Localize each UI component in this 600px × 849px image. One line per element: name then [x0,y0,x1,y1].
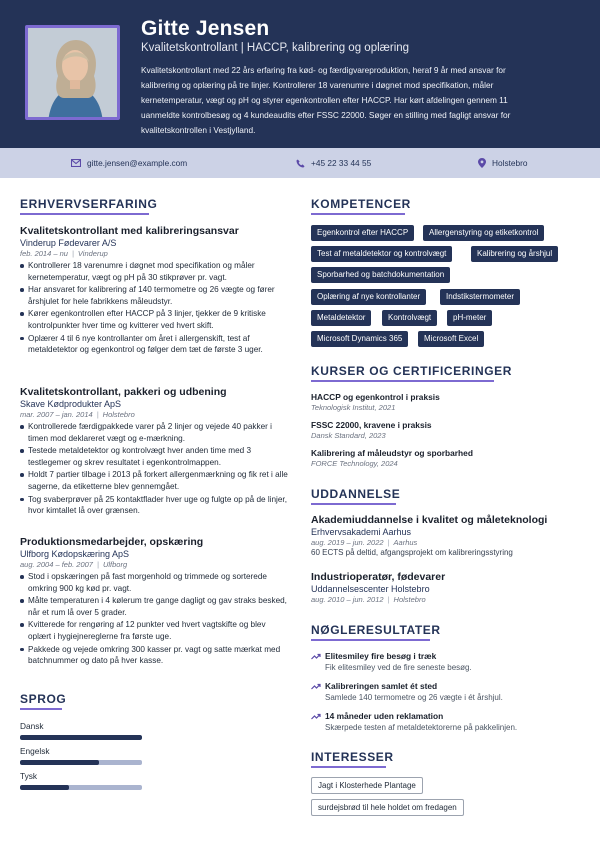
achievement-item [311,681,581,702]
education-location: Holstebro [393,595,426,604]
section-title-interests: INTERESSER [311,750,394,764]
job-bullet: Kontrollerer 18 varenumre i døgnet mod specifikation og måler kernetemperatur, vægt og pH på 30 stikprøver pr. vagt. [20,260,290,283]
achievement-description: Fik elitesmiley ved de fire seneste besøg. [325,663,472,672]
language-name: Dansk [20,721,44,731]
achievement-item [311,651,581,672]
section-underline [311,766,386,768]
language-item [20,771,142,790]
education-school: Uddannelsescenter Holstebro [311,584,430,594]
contact-phone[interactable] [296,158,371,168]
skill-chip: Test af metaldetektor og kontrolvægt [311,246,452,262]
education-meta: aug. 2019 – jun. 2022 | Aarhus [311,538,418,547]
job-bullet: Stod i opskæringen på fast morgenhold og trimmede og sorterede omkring 900 kg kød pr. vagt. [20,571,290,594]
candidate-name: Gitte Jensen [141,17,270,40]
skill-chip: Kalibrering og årshjul [471,246,558,262]
job-bullet: Målte temperaturen i 4 kølerum tre gange dagligt og gav straks besked, når et rum lå over 5 grader. [20,595,290,618]
skill-chip: Allergenstyring og etiketkontrol [423,225,544,241]
achievement-description: Skærpede testen af metaldetektorerne på pakkelinjen. [325,723,518,732]
course-org: Dansk Standard, 2023 [311,431,386,440]
language-item [20,721,142,740]
email-icon [71,159,81,167]
location-icon [478,158,486,168]
job-bullet: Oplærer 4 til 6 nye kontrollanter om året i allergenskift, test af metaldetektor og egenkontrol og følger dem tæt de første 3 uger. [20,333,290,356]
job-bullet: Testede metaldetektor og kontrolvægt hver anden time med 3 testlegemer og skrev resultatet i egenkontrolmappen. [20,445,290,468]
language-item [20,746,142,765]
job-company: Ulfborg Kødopskæring ApS [20,549,130,559]
skill-chip: Oplæring af nye kontrollanter [311,289,426,305]
language-level-fill [20,735,142,740]
achievement-title: Elitesmiley fire besøg i træk [325,651,437,661]
education-location: Aarhus [393,538,418,547]
education-period: aug. 2019 – jun. 2022 [311,538,384,547]
job-title: Kvalitetskontrollant, pakkeri og udbening [20,386,227,398]
job-meta: aug. 2004 – feb. 2007 | Ulfborg [20,560,128,569]
course-item [311,448,581,468]
achievement-item [311,711,581,732]
header [0,0,600,148]
job-period: mar. 2007 – jan. 2014 [20,410,93,419]
section-underline [20,708,62,710]
skill-chip: Metaldetektor [311,310,371,326]
interest-tag: surdejsbrød til hele holdet om fredagen [311,799,464,816]
job-company: Vinderup Fødevarer A/S [20,238,117,248]
skill-chip: Egenkontrol efter HACCP [311,225,414,241]
section-underline [311,503,396,505]
education-item [311,514,581,557]
candidate-subtitle: Kvalitetskontrollant | HACCP, kalibrering og oplæring [141,42,410,54]
job-bullet: Kontrollerede færdigpakkede varer på 2 linjer og vejede 40 pakker i timen mod deklareret vægt og e-mærkning. [20,421,290,444]
section-title-education: UDDANNELSE [311,487,401,501]
job-period: feb. 2014 – nu [20,249,68,258]
job-bullet: Har ansvaret for kalibrering af 140 termometre og 26 vægte og fører årshjulet for hele fabrikkens måleudstyr. [20,284,290,307]
education-school: Erhvervsakademi Aarhus [311,527,412,537]
interest-tag: Jagt i Klosterhede Plantage [311,777,423,794]
section-underline [311,380,494,382]
course-item [311,392,581,412]
portrait-image [28,28,120,120]
section-title-skills: KOMPETENCER [311,197,411,211]
job-location: Holstebro [102,410,135,419]
job-entry [20,386,290,518]
skill-chip: Sporbarhed og batchdokumentation [311,267,450,283]
trend-up-icon [311,713,321,720]
skill-chip: Microsoft Excel [418,331,484,347]
section-title-courses: KURSER OG CERTIFICERINGER [311,364,513,378]
language-level-fill [20,785,69,790]
achievement-description: Samlede 140 termometre og 26 vægte i ét årshjul. [325,693,503,702]
course-item [311,420,581,440]
job-bullets [20,260,290,356]
job-title: Produktionsmedarbejder, opskæring [20,536,204,548]
job-company: Skave Kødprodukter ApS [20,399,122,409]
phone-icon [296,159,305,168]
course-title: FSSC 22000, kravene i praksis [311,420,432,430]
education-meta: aug. 2010 – jun. 2012 | Holstebro [311,595,426,604]
section-underline [311,639,430,641]
language-level-bar [20,735,142,740]
job-period: aug. 2004 – feb. 2007 [20,560,93,569]
job-bullets [20,421,290,517]
course-org: Teknologisk Institut, 2021 [311,403,396,412]
education-title: Industrioperatør, fødevarer [311,571,446,583]
education-item [311,571,581,604]
job-bullets [20,571,290,667]
language-level-bar [20,785,142,790]
job-meta: mar. 2007 – jan. 2014 | Holstebro [20,410,135,419]
achievement-title: 14 måneder uden reklamation [325,711,444,721]
section-title-experience: ERHVERVSERFARING [20,197,158,211]
job-title: Kvalitetskontrollant med kalibreringsansvar [20,225,239,237]
section-title-achievements: NØGLERESULTATER [311,623,441,637]
trend-up-icon [311,653,321,660]
section-title-languages: SPROG [20,692,67,706]
course-org: FORCE Technology, 2024 [311,459,398,468]
achievement-title: Kalibreringen samlet ét sted [325,681,438,691]
profile-summary: Kvalitetskontrollant med 22 års erfaring fra kød- og færdigvareproduktion, heraf 9 år med ansvar for kalibrering og oplæring på tre linjer. Kontrollerer 18 varenumre i døgnet mod specifikation, måler kernetemperatur, vægt og pH og styrer egenkontrollen efter HACCP. Har kørt afdelingen gennem 11 uanmeldte kontrolbesøg og 4 kundeaudits efter FSSC 22000. Søger en stilling med fagligt ansvar for kvalitetskontrollen i Vestjylland. [141,65,511,135]
job-bullet: Pakkede og vejede omkring 300 kasser pr. vagt og satte mærkat med batchnummer og dato på hver kasse. [20,644,290,667]
skill-chip: Indstikstermometer [440,289,520,305]
section-underline [20,213,149,215]
skill-chip: Kontrolvægt [382,310,437,326]
course-title: Kalibrering af måleudstyr og sporbarhed [311,448,473,458]
location-text: Holstebro [492,158,528,168]
job-location: Vinderup [77,249,108,258]
skill-chip: Microsoft Dynamics 365 [311,331,408,347]
job-bullet: Tog svaberprøver på 25 kontaktflader hver uge og fulgte op på de linjer, hvor kimtallet lå over grænsen. [20,494,290,517]
profile-photo [25,25,120,120]
education-detail: 60 ECTS på deltid, afgangsprojekt om kalibreringsstyring [311,548,513,557]
contact-location [478,158,528,168]
language-level-fill [20,760,99,765]
job-entry [20,225,290,357]
language-name: Tysk [20,771,38,781]
contact-email[interactable] [71,158,187,168]
job-bullet: Holdt 7 partier tilbage i 2013 på forkert allergenmærkning og fik ret i alle sagerne, da etiketterne blev gennemgået. [20,469,290,492]
job-meta: feb. 2014 – nu | Vinderup [20,249,108,258]
trend-up-icon [311,683,321,690]
language-name: Engelsk [20,746,50,756]
language-level-bar [20,760,142,765]
section-underline [311,213,405,215]
contact-bar [0,148,600,178]
job-location: Ulfborg [102,560,128,569]
job-bullet: Kører egenkontrollen efter HACCP på 3 linjer, tjekker de 9 kritiske kontrolpunkter hver time og kvitterer ved hvert skift. [20,308,290,331]
skill-chip: pH-meter [447,310,492,326]
phone-text: +45 22 33 44 55 [311,158,372,168]
job-bullet: Kvitterede for rengøring af 12 punkter ved hvert vagtskifte og blev oplært i hygiejnereglerne fra første uge. [20,619,290,642]
education-period: aug. 2010 – jun. 2012 [311,595,384,604]
course-title: HACCP og egenkontrol i praksis [311,392,440,402]
email-text: gitte.jensen@example.com [87,158,188,168]
job-entry [20,536,290,668]
education-title: Akademiuddannelse i kvalitet og måleteknologi [311,514,548,526]
